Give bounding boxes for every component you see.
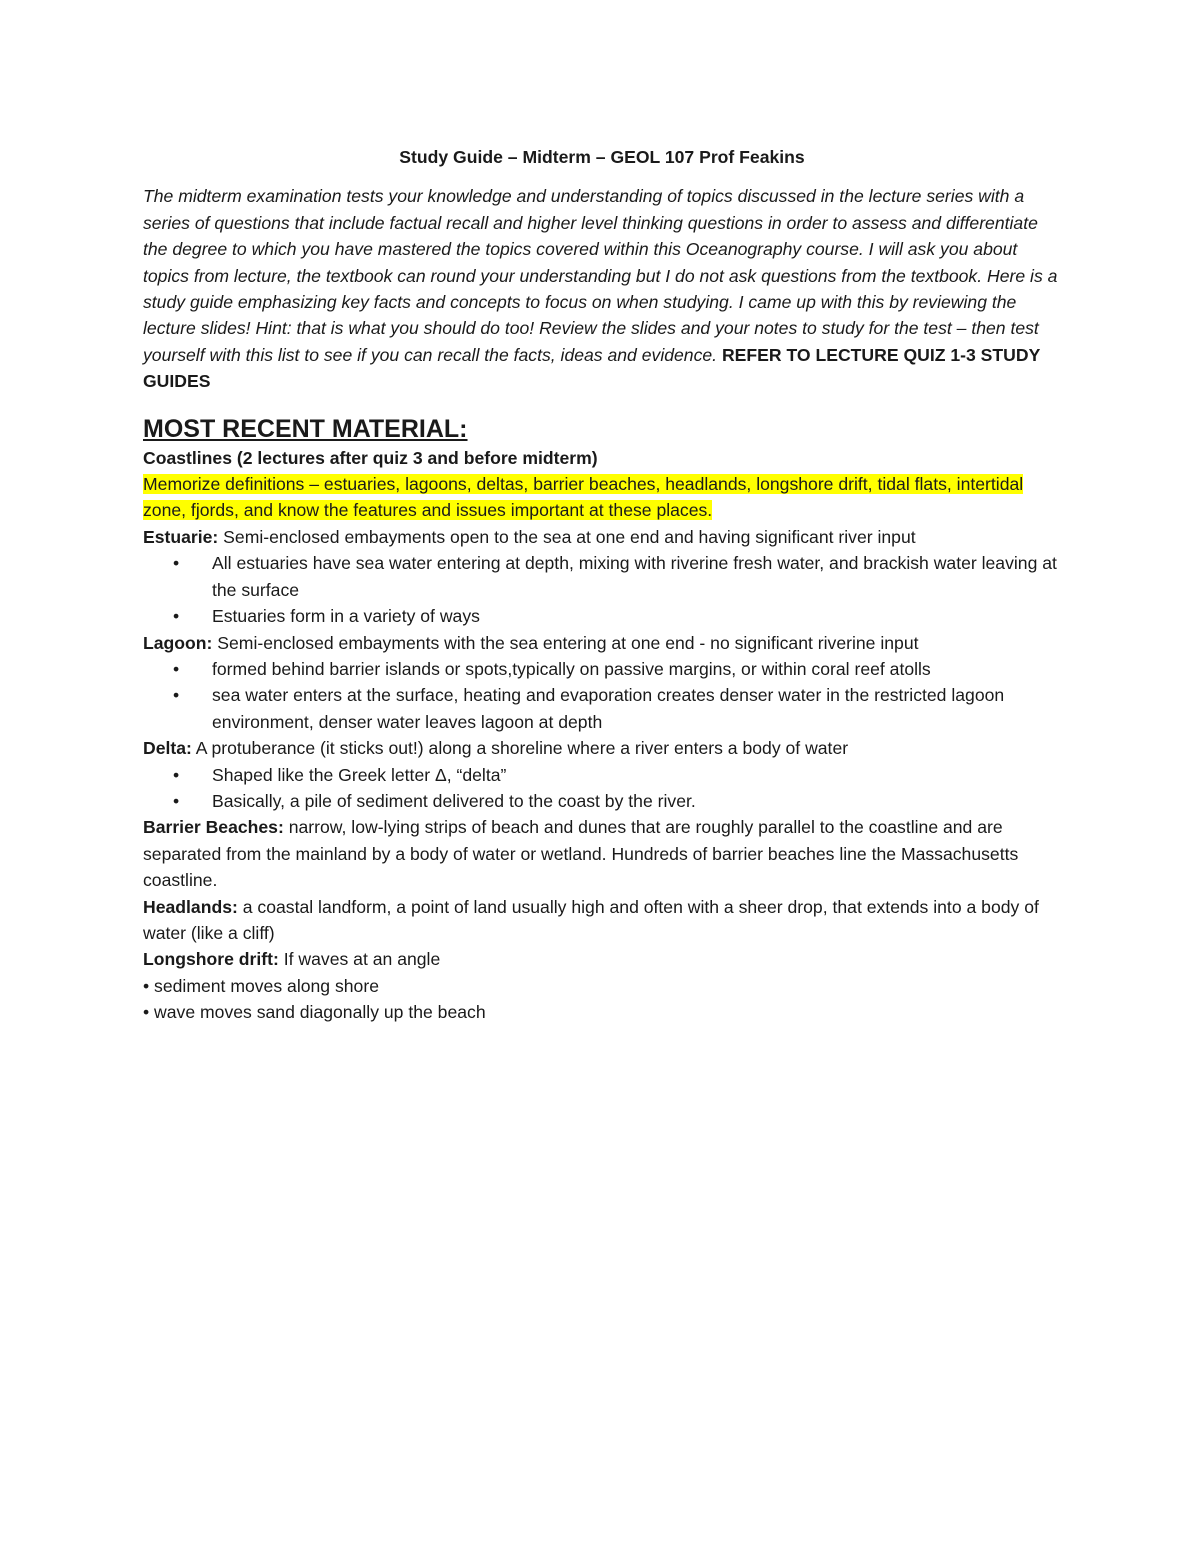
definition-headlands [143, 894, 1061, 947]
term-estuarie: Estuarie: [143, 526, 219, 547]
list-item: • Basically, a pile of sediment delivered to the coast by the river. [143, 788, 1061, 814]
highlighted-text: Memorize definitions – estuaries, lagoons, deltas, barrier beaches, headlands, longshore drift, tidal flats, intertidal zone, fjords, and know the features and issues important at these places. [143, 474, 1024, 521]
intro-text: The midterm examination tests your knowledge and understanding of topics discussed in the lecture series with a series of questions that include factual recall and higher level thinking questions in order to assess and differentiate the degree to which you have mastered the topics covered within this Oceanography course. I will ask you about topics from lecture, the textbook can round your understanding but I do not ask questions from the textbook. Here is a study guide emphasizing key facts and concepts to focus on when studying. I came up with this by reviewing the lecture slides! Hint: that is what you should do too! Review the slides and your notes to study for the test – then test yourself with this list to see if you can recall the facts, ideas and evidence. [143, 186, 1058, 365]
bullet-list-lagoon [143, 656, 1061, 735]
definition-longshore-drift [143, 946, 1061, 972]
definition-text-lagoon: Semi-enclosed embayments with the sea entering at one end - no significant riverine input [212, 632, 919, 653]
definition-text-barrier-beaches: narrow, low-lying strips of beach and dunes that are roughly parallel to the coastline and are separated from the mainland by a body of water or wetland. Hundreds of barrier beaches line the Massachusetts coastline. [143, 817, 1019, 891]
definition-text-delta: A protuberance (it sticks out!) along a shoreline where a river enters a body of water [191, 738, 849, 759]
intro-paragraph [143, 183, 1061, 394]
list-item: • Estuaries form in a variety of ways [143, 603, 1061, 629]
list-item: • All estuaries have sea water entering at depth, mixing with riverine fresh water, and brackish water leaving at the surface [143, 550, 1061, 603]
definition-lagoon [143, 630, 1061, 656]
definition-estuarie [143, 524, 1061, 550]
bullet-list-estuarie [143, 550, 1061, 629]
coastlines-subheading: Coastlines (2 lectures after quiz 3 and before midterm) [143, 447, 598, 468]
list-item: • Shaped like the Greek letter Δ, “delta” [143, 762, 1061, 788]
definition-delta [143, 735, 1061, 761]
term-barrier-beaches: Barrier Beaches: [143, 817, 284, 838]
list-item: • formed behind barrier islands or spots,typically on passive margins, or within coral reef atolls [143, 656, 1061, 682]
inline-bullet-item: • wave moves sand diagonally up the beach [143, 1002, 486, 1023]
term-delta: Delta: [143, 738, 192, 759]
document-body [143, 144, 1061, 1026]
definition-text-headlands: a coastal landform, a point of land usually high and often with a sheer drop, that extends into a body of water (like a cliff) [143, 896, 1039, 943]
definition-barrier-beaches [143, 814, 1061, 893]
document-title: Study Guide – Midterm – GEOL 107 Prof Feakins [399, 147, 805, 167]
bullet-list-delta [143, 762, 1061, 815]
definition-text-estuarie: Semi-enclosed embayments open to the sea at one end and having significant river input [218, 526, 916, 547]
inline-bullet-item: • sediment moves along shore [143, 975, 379, 996]
term-headlands: Headlands: [143, 896, 238, 917]
list-item: • sea water enters at the surface, heating and evaporation creates denser water in the restricted lagoon environment, denser water leaves lagoon at depth [143, 682, 1061, 735]
highlighted-instruction [143, 471, 1061, 524]
definition-text-longshore-drift: If waves at an angle [278, 949, 441, 970]
term-lagoon: Lagoon: [143, 632, 213, 653]
intro-bold-text: REFER TO LECTURE QUIZ 1-3 STUDY GUIDES [143, 344, 1040, 392]
term-longshore-drift: Longshore drift: [143, 949, 279, 970]
section-heading: MOST RECENT MATERIAL: [143, 414, 468, 443]
